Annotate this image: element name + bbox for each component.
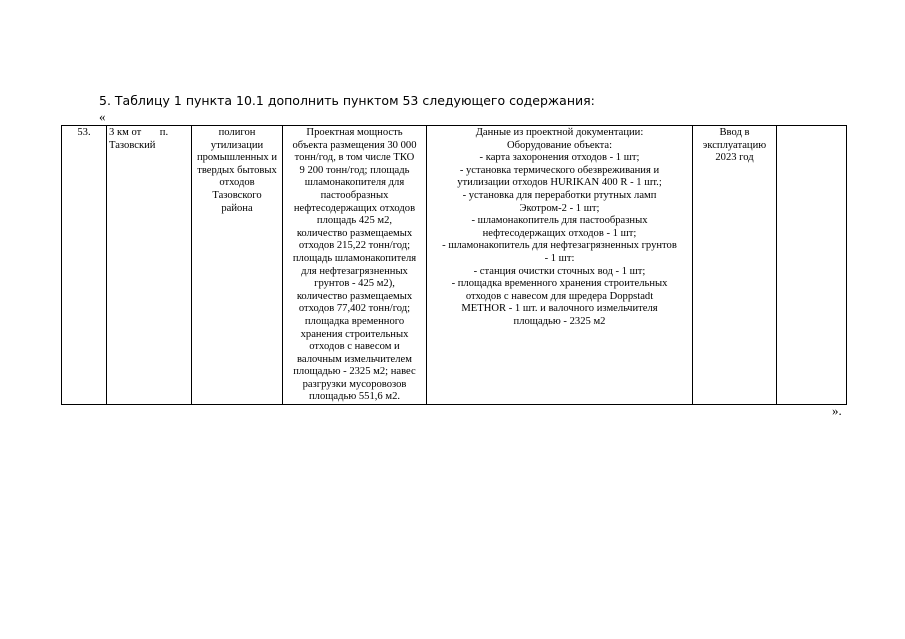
cell-line: - площадка временного хранения строительных [451, 278, 668, 290]
cell-line: пастообразных [320, 189, 389, 201]
cell-line: тонн/год, в том числе ТКО [294, 152, 415, 164]
cell-line: нефтесодержащих отходов [293, 202, 416, 214]
cell-line: разгрузки мусоровозов [302, 378, 407, 390]
object-name-cell [192, 126, 283, 405]
cell-line: количество размещаемых [296, 290, 413, 302]
cell-line: отходов с навесом для шредера Doppstadt [465, 290, 654, 302]
cell-line: объекта размещения 30 000 [292, 139, 417, 151]
opening-quote: « [99, 109, 106, 124]
cell-line: хранения строительных [300, 328, 409, 340]
cell-line: утилизации отходов HURIKAN 400 R - 1 шт.; [457, 177, 662, 189]
table-row [62, 126, 847, 405]
cell-line: площадь 425 м2, [316, 215, 393, 227]
cell-line: - шламонакопитель для пастообразных [471, 215, 648, 227]
commissioning-cell [693, 126, 777, 405]
cell-line: площадь шламонакопителя [292, 252, 417, 264]
row-number: 53. [77, 127, 91, 138]
cell-line: - установка для переработки ртутных ламп [462, 189, 657, 201]
cell-line: грунтов - 425 м2), [314, 278, 395, 290]
cell-line: Проектная мощность [306, 127, 403, 138]
row-number-cell [62, 126, 107, 405]
cell-line: количество размещаемых [296, 227, 413, 239]
cell-line: - карта захоронения отходов - 1 шт; [479, 152, 640, 164]
amendment-heading: 5. Таблицу 1 пункта 10.1 дополнить пунктом 53 следующего содержания: [99, 93, 595, 108]
cell-line: - станция очистки сточных вод - 1 шт; [473, 265, 646, 277]
cell-line: валочным измельчителем [297, 353, 412, 365]
cell-line: Оборудование объекта: [506, 139, 613, 151]
cell-line: Экотром-2 - 1 шт; [519, 202, 600, 214]
capacity-cell [283, 126, 427, 405]
cell-line: Ввод в [719, 127, 750, 138]
cell-line: полигон [218, 127, 256, 138]
cell-line: шламонакопителя для [304, 177, 405, 189]
equipment-cell [427, 126, 693, 405]
cell-line: площадью 551,6 м2. [308, 391, 401, 403]
cell-line: - 1 шт: [544, 252, 575, 264]
cell-line: утилизации [210, 139, 264, 151]
location-cell [107, 126, 192, 405]
cell-line: района [221, 202, 253, 214]
cell-line: эксплуатацию [702, 139, 767, 151]
cell-line: отходов [219, 177, 255, 189]
cell-line: METHOR - 1 шт. и валочного измельчителя [461, 303, 658, 315]
amendment-table [61, 125, 847, 405]
cell-line: - шламонакопитель для нефтезагрязненных грунтов [442, 240, 677, 252]
cell-line: Тазовский [109, 139, 156, 151]
cell-line: 3 км от п. [109, 127, 169, 138]
cell-line: площадью - 2325 м2 [513, 315, 606, 327]
cell-line: отходов 77,402 тонн/год; [298, 303, 411, 315]
cell-line: Данные из проектной документации: [475, 127, 644, 138]
cell-line: промышленных и [196, 152, 278, 164]
cell-line: твердых бытовых [197, 164, 277, 176]
cell-line: 9 200 тонн/год; площадь [299, 164, 410, 176]
cell-line: нефтесодержащих отходов - 1 шт; [482, 227, 637, 239]
cell-line: для нефтезагрязненных [301, 265, 408, 277]
closing-quote: ». [832, 403, 842, 418]
cell-line: 2023 год [715, 152, 754, 164]
cell-line: отходов 215,22 тонн/год; [298, 240, 411, 252]
cell-line: отходов с навесом и [309, 341, 400, 353]
cell-line: - установка термического обезвреживания и [459, 164, 660, 176]
cell-line: Тазовского [212, 189, 262, 201]
cell-line: площадью - 2325 м2; навес [293, 366, 416, 378]
cell-line: площадка временного [304, 315, 405, 327]
empty-cell [777, 126, 847, 405]
